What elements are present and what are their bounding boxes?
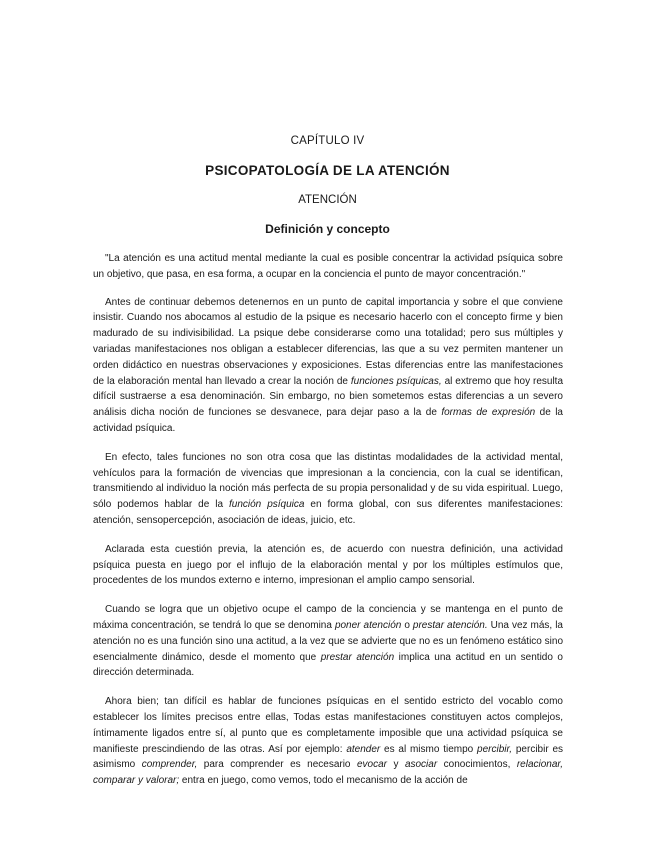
italic-run: relacionar, comparar y valorar; [93, 759, 563, 787]
text-run: para comprender es necesario [197, 759, 357, 771]
italic-run: prestar atención [320, 651, 395, 663]
italic-run: formas de expresión [441, 407, 536, 419]
text-run: de la actividad psíquica. [93, 407, 563, 434]
paragraph-definition-quote: "La atención es una actitud mental mediante la cual es posible concentrar la actividad psíquica sobre un objetivo, que pasa, en esa forma, a ocupar en la conciencia el punto de mayor concentración." [93, 253, 563, 280]
text-run: al extremo que hoy resulta difícil sustraerse a esa denominación. Sin embargo, no bien sometemos estas diferencias a un severo análisis dicha noción de funciones se desvanece, para dejar paso a la de [93, 375, 564, 419]
body-text [93, 251, 563, 802]
chapter-title: PSICOPATOLOGÍA DE LA ATENCIÓN [205, 163, 450, 178]
italic-run: comprender, [141, 759, 198, 771]
text-run: Cuando se logra que un objetivo ocupe el campo de la conciencia y se mantenga en el punto de máxima concentración, se tendrá lo que se denomina [93, 604, 563, 631]
paragraph-functions [93, 450, 563, 529]
italic-run: evocar [356, 759, 387, 771]
section-heading: ATENCIÓN [298, 194, 357, 206]
text-run: y [386, 759, 405, 771]
chapter-label: CAPÍTULO IV [290, 135, 365, 147]
text-run: Antes de continuar debemos detenernos en un punto de capital importancia y sobre el que conviene insistir. Cuando nos abocamos al estudio de la psique es necesario hacerlo con el concepto firme y bien madurado de su indivisibilidad. La psique debe considerarse como una totalidad; pero sus múltiples y variadas manifestaciones nos obligan a establecer diferencias, las que a su vez permiten mantener un orden didáctico en nuestras observaciones y exposiciones. Estas diferencias entre las manifestaciones de la elaboración mental han llevado a crear la noción de [93, 296, 563, 387]
subsection-heading: Definición y concepto [265, 222, 390, 236]
paragraph-paying-attention [93, 602, 563, 681]
paragraph-indivisibility [93, 295, 563, 437]
italic-run: función psíquica [229, 499, 305, 511]
text-run: es al mismo tiempo [380, 743, 478, 755]
italic-run: percibir, [477, 743, 513, 755]
paragraph-attention-definition: Aclarada esta cuestión previa, la atención es, de acuerdo con nuestra definición, una actividad psíquica puesta en juego por el influjo de la elaboración mental y por los múltiples estímulos que, procedentes de los mundos externo e interno, impresionan el amplio campo sensorial. [93, 543, 563, 587]
text-run: Una vez más, la atención no es una función sino una actitud, a la vez que se advierte que no es un fenómeno estático sino esencialmente dinámico, desde el momento que [93, 619, 563, 663]
italic-run: asociar [404, 759, 438, 771]
paragraph-complex-acts [93, 694, 563, 789]
text-run: Ahora bien; tan difícil es hablar de funciones psíquicas en el sentido estricto del vocablo como establecer los límites precisos entre ellas, Todas estas manifestaciones constituyen actos complejos, íntimamente ligados entre sí, al punto que es completamente imposible que una actividad psíquica se manifieste prescindiendo de las otras. Así por ejemplo: [93, 696, 563, 755]
text-run: en forma global, con sus diferentes manifestaciones: atención, sensopercepción, asociación de ideas, juicio, etc. [93, 499, 563, 526]
text-run: percibir es asimismo [93, 743, 564, 771]
text-run: En efecto, tales funciones no son otra cosa que las distintas modalidades de la actividad mental, vehículos para la formación de vivencias que impresionan a la conciencia, con la cual se identifican, transmitiendo al individuo la noción más perfecta de su propia personalidad y de su vida espiritual. Luego, sólo podemos hablar de la [93, 451, 563, 511]
text-run: entra en juego, como vemos, todo el mecanismo de la acción de [179, 775, 468, 787]
italic-run: poner atención [334, 619, 402, 631]
italic-run: prestar atención. [412, 619, 488, 631]
italic-run: atender [346, 743, 381, 755]
text-run: o [401, 619, 413, 631]
text-run: implica una actitud en un sentido o dirección determinada. [93, 651, 563, 679]
italic-run: funciones psíquicas, [350, 375, 442, 387]
text-run: conocimientos, [437, 759, 517, 771]
